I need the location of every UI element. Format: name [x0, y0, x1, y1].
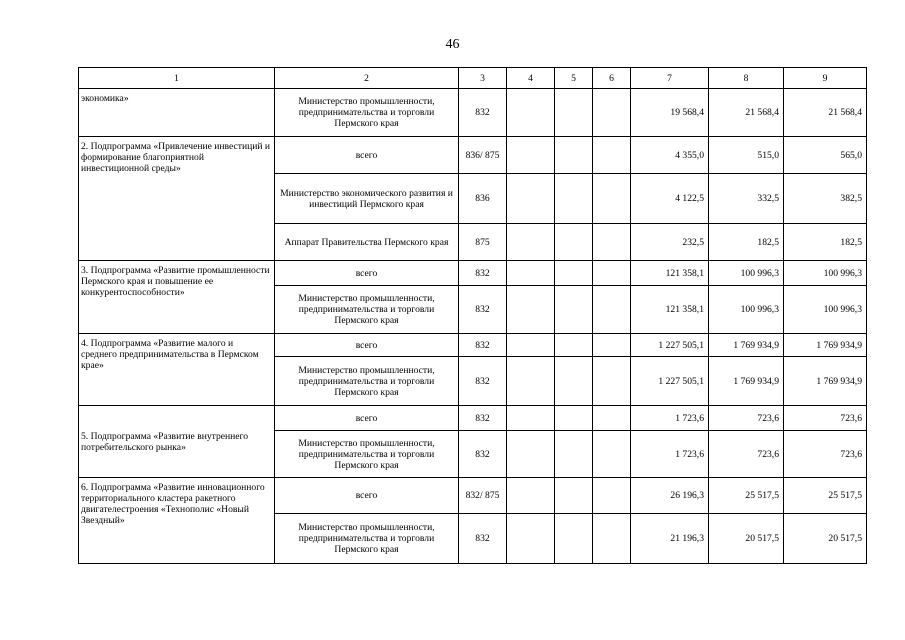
code-cell: 832 [459, 357, 507, 406]
value-col7: 21 196,3 [631, 514, 709, 564]
code-cell: 836/ 875 [459, 137, 507, 174]
subprogram-title: 5. Подпрограмма «Развитие внутреннего потребительского рынка» [79, 406, 275, 478]
table-row [79, 478, 867, 514]
table-row [79, 137, 867, 174]
executor-cell: Министерство экономического развития и инвестиций Пермского края [275, 174, 459, 224]
executor-cell: Министерство промышленности, предпринимательства и торговли Пермского края [275, 357, 459, 406]
executor-cell: всего [275, 478, 459, 514]
value-col8: 515,0 [709, 137, 784, 174]
value-col7: 1 227 505,1 [631, 357, 709, 406]
budget-table [78, 67, 867, 564]
executor-cell: всего [275, 334, 459, 357]
code-cell: 832 [459, 406, 507, 431]
value-col8: 723,6 [709, 431, 784, 478]
executor-cell: всего [275, 406, 459, 431]
value-col8: 723,6 [709, 406, 784, 431]
value-col9: 21 568,4 [784, 89, 867, 137]
column-header: 3 [459, 68, 507, 89]
table-row [79, 261, 867, 286]
code-cell: 832 [459, 514, 507, 564]
value-col8: 25 517,5 [709, 478, 784, 514]
table-row [79, 406, 867, 431]
value-col7: 26 196,3 [631, 478, 709, 514]
value-col7: 121 358,1 [631, 286, 709, 334]
value-col9: 723,6 [784, 431, 867, 478]
value-col7: 4 355,0 [631, 137, 709, 174]
value-col8: 182,5 [709, 224, 784, 261]
value-col9: 382,5 [784, 174, 867, 224]
code-cell: 832 [459, 334, 507, 357]
value-col7: 1 227 505,1 [631, 334, 709, 357]
subprogram-title: 2. Подпрограмма «Привлечение инвестиций и формирование благоприятной инвестиционной среды» [79, 137, 275, 261]
code-cell: 836 [459, 174, 507, 224]
value-col8: 21 568,4 [709, 89, 784, 137]
subprogram-title: 4. Подпрограмма «Развитие малого и среднего предпринимательства в Пермском крае» [79, 334, 275, 406]
subprogram-title: 3. Подпрограмма «Развитие промышленности Пермского края и повышение ее конкурентоспособности» [79, 261, 275, 334]
code-cell: 832/ 875 [459, 478, 507, 514]
executor-cell: Аппарат Правительства Пермского края [275, 224, 459, 261]
value-col8: 1 769 934,9 [709, 334, 784, 357]
value-col9: 1 769 934,9 [784, 357, 867, 406]
value-col7: 4 122,5 [631, 174, 709, 224]
executor-cell: Министерство промышленности, предпринимательства и торговли Пермского края [275, 286, 459, 334]
page-number: 46 [445, 37, 460, 52]
table-row [79, 334, 867, 357]
value-col8: 332,5 [709, 174, 784, 224]
value-col7: 1 723,6 [631, 406, 709, 431]
value-col8: 1 769 934,9 [709, 357, 784, 406]
code-cell: 832 [459, 89, 507, 137]
value-col8: 20 517,5 [709, 514, 784, 564]
executor-cell: Министерство промышленности, предпринимательства и торговли Пермского края [275, 514, 459, 564]
code-cell: 875 [459, 224, 507, 261]
value-col9: 565,0 [784, 137, 867, 174]
column-header: 9 [784, 68, 867, 89]
code-cell: 832 [459, 261, 507, 286]
value-col9: 100 996,3 [784, 286, 867, 334]
executor-cell: всего [275, 137, 459, 174]
value-col9: 182,5 [784, 224, 867, 261]
value-col8: 100 996,3 [709, 286, 784, 334]
table-header-row [79, 68, 867, 89]
column-header: 5 [555, 68, 593, 89]
value-col7: 19 568,4 [631, 89, 709, 137]
value-col7: 232,5 [631, 224, 709, 261]
value-col7: 121 358,1 [631, 261, 709, 286]
value-col9: 100 996,3 [784, 261, 867, 286]
executor-cell: Министерство промышленности, предпринимательства и торговли Пермского края [275, 89, 459, 137]
program-name-cell: экономика» [79, 89, 275, 137]
code-cell: 832 [459, 431, 507, 478]
column-header: 6 [593, 68, 631, 89]
table-row [79, 89, 867, 137]
value-col9: 723,6 [784, 406, 867, 431]
column-header: 1 [79, 68, 275, 89]
column-header: 7 [631, 68, 709, 89]
column-header: 4 [507, 68, 555, 89]
subprogram-title: 6. Подпрограмма «Развитие инновационного территориального кластера ракетного двигателестроения «Технополис «Новый Звездный» [79, 478, 275, 564]
column-header: 2 [275, 68, 459, 89]
value-col9: 25 517,5 [784, 478, 867, 514]
executor-cell: всего [275, 261, 459, 286]
value-col9: 20 517,5 [784, 514, 867, 564]
executor-cell: Министерство промышленности, предпринимательства и торговли Пермского края [275, 431, 459, 478]
value-col7: 1 723,6 [631, 431, 709, 478]
value-col8: 100 996,3 [709, 261, 784, 286]
column-header: 8 [709, 68, 784, 89]
value-col9: 1 769 934,9 [784, 334, 867, 357]
code-cell: 832 [459, 286, 507, 334]
